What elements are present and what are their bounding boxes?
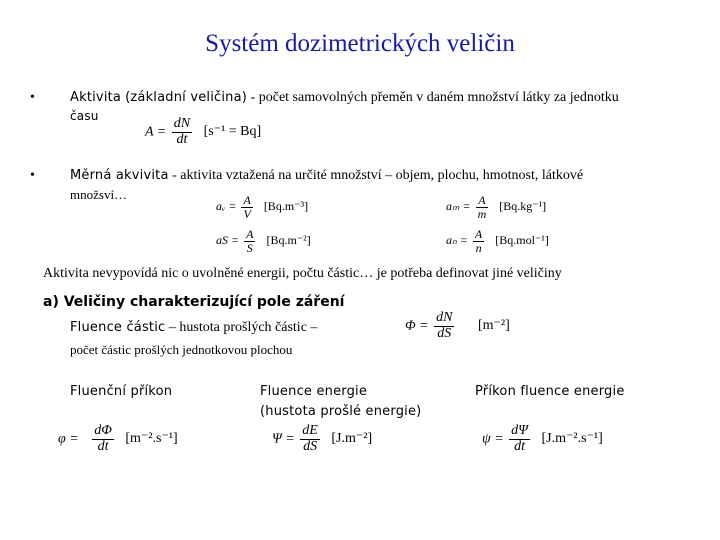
aktivita-cont: času: [70, 109, 99, 123]
formula-fraction: [300, 424, 320, 454]
aktivita-formula: [145, 117, 261, 147]
formula-den: dt: [514, 438, 526, 454]
formula-fraction: [476, 194, 489, 220]
bullet: •: [30, 90, 35, 105]
formula-den: n: [475, 240, 482, 255]
formula-unit: [m⁻².s⁻¹]: [125, 431, 178, 447]
formula-fraction: [244, 228, 255, 254]
formula-num: dE: [302, 423, 318, 438]
merna-formula-mass: [446, 194, 546, 220]
merna-line: [70, 166, 583, 184]
merna-formula-volume: [216, 194, 308, 220]
merna-term: Měrná akvivita: [70, 168, 169, 183]
formula-unit: [m⁻²]: [477, 318, 510, 334]
formula-num: A: [476, 194, 489, 208]
formula-fraction: [473, 228, 484, 254]
formula-lhs: aₘ =: [446, 198, 471, 213]
formula-lhs: aₙ =: [446, 232, 468, 247]
merna-formula-mol: [446, 228, 549, 254]
formula-lhs: ψ =: [482, 431, 504, 447]
formula-unit: [s⁻¹ = Bq]: [203, 124, 262, 140]
formula-unit: [Bq.mol⁻¹]: [495, 232, 549, 247]
formula-den: dt: [176, 131, 188, 147]
formula-num: dN: [436, 310, 453, 325]
section-heading: a) Veličiny charakterizující pole záření: [43, 294, 345, 310]
formula-lhs: Ψ =: [272, 431, 295, 447]
formula-unit: [Bq.m⁻³]: [263, 198, 309, 213]
merna-formula-area: [216, 228, 311, 254]
formula-num: dΦ: [94, 423, 112, 438]
formula-unit: [Bq.m⁻²]: [266, 232, 311, 247]
formula-lhs: aS =: [216, 232, 240, 247]
col-fluence-energie-sub: (hustota prošlé energie): [260, 404, 422, 419]
formula-num: A: [243, 193, 251, 207]
formula-den: m: [477, 206, 487, 221]
fluence-desc: – hustota prošlých částic –: [165, 320, 318, 335]
aktivita-line: [70, 88, 619, 106]
aktivita-paren: (základní veličina): [125, 90, 248, 105]
merna-cont: množsví…: [70, 187, 128, 202]
formula-den: dt: [97, 438, 109, 454]
formula-fraction: [434, 311, 454, 341]
formula-unit: [J.m⁻².s⁻¹]: [541, 431, 603, 447]
formula-num: dΨ: [511, 423, 528, 438]
formula-den: S: [246, 240, 253, 255]
fluence-cont: počet částic prošlých jednotkovou plochou: [70, 342, 293, 357]
formula-lhs: A =: [145, 124, 167, 140]
note-text: Aktivita nevypovídá nic o uvolněné energii, počtu částic… je potřeba definovat jiné veličiny: [43, 266, 562, 281]
formula-den: dS: [437, 325, 452, 341]
formula-num: A: [474, 227, 483, 241]
bullet: •: [30, 168, 35, 183]
fluence-formula: [405, 311, 510, 341]
formula-fraction: [92, 424, 114, 454]
formula-den: dS: [303, 438, 318, 454]
aktivita-term: Aktivita: [70, 90, 122, 105]
fluence-term: Fluence částic: [70, 320, 166, 335]
formula-num: dN: [173, 116, 191, 131]
formula-lhs: aᵥ =: [216, 198, 237, 213]
formula-fluence-energie: [272, 424, 372, 454]
col-fluencni-prikon-heading: Fluenční příkon: [70, 384, 173, 399]
formula-den: V: [243, 206, 251, 221]
page-title: Systém dozimetrických veličin: [205, 30, 515, 57]
formula-fluencni-prikon: [58, 424, 178, 454]
col-fluence-energie-heading: Fluence energie: [260, 384, 368, 399]
formula-unit: [Bq.kg⁻¹]: [499, 198, 547, 213]
aktivita-desc: - počet samovolných přeměn v daném množství látky za jednotku: [247, 90, 619, 105]
col-prikon-fluence-energie-heading: Příkon fluence energie: [475, 384, 625, 399]
formula-lhs: Φ =: [405, 318, 429, 334]
formula-fraction: [509, 424, 530, 454]
formula-lhs: φ =: [58, 431, 79, 447]
formula-prikon-fluence-energie: [482, 424, 603, 454]
formula-unit: [J.m⁻²]: [331, 431, 373, 447]
merna-desc: - aktivita vztažená na určité množství – objem, plochu, hmotnost, látkové: [168, 168, 584, 183]
fluence-line: [70, 318, 317, 336]
formula-num: A: [246, 227, 254, 241]
formula-fraction: [241, 194, 252, 220]
formula-fraction: [172, 117, 192, 147]
